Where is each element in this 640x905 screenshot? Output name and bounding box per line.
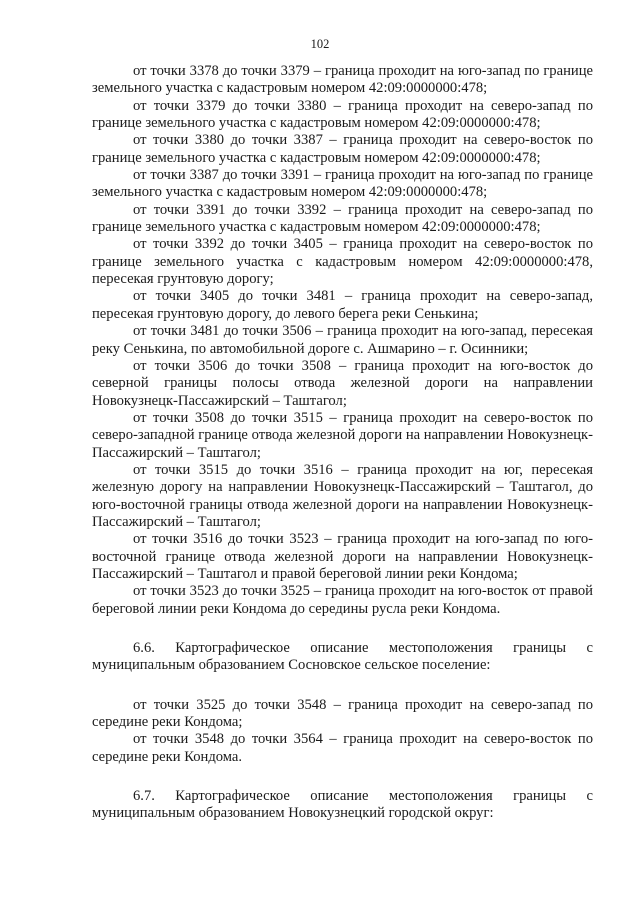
page-number: 102 — [310, 37, 330, 51]
boundary-paragraph: от точки 3506 до точки 3508 – граница проходит на юго-восток до северной границы полосы отвода железной дороги на направлении Новокузнецк-Пассажирский – Таштагол; — [92, 357, 593, 409]
boundary-paragraph: от точки 3548 до точки 3564 – граница проходит на северо-восток по середине реки Кондома. — [92, 731, 593, 765]
boundary-paragraph: от точки 3392 до точки 3405 – граница проходит на северо-восток по границе земельного участка с кадастровым номером 42:09:0000000:478, пересекая грунтовую дорогу; — [92, 236, 593, 288]
boundary-paragraph: от точки 3516 до точки 3523 – граница проходит на юго-запад по юго-восточной границе отвода железной дороги на направлении Новокузнецк-Пассажирский – Таштагол и правой береговой линии реки Кондома; — [92, 531, 593, 582]
boundary-paragraph: от точки 3387 до точки 3391 – граница проходит на юго-запад по границе земельного участка с кадастровым номером 42:09:0000000:478; — [92, 167, 593, 201]
spacer — [92, 675, 593, 697]
boundary-paragraph: от точки 3405 до точки 3481 – граница проходит на северо-запад, пересекая грунтовую дорогу, до левого берега реки Сенькина; — [92, 288, 593, 322]
boundary-paragraph: от точки 3380 до точки 3387 – граница проходит на северо-восток по границе земельного участка с кадастровым номером 42:09:0000000:478; — [92, 132, 593, 166]
boundary-paragraph: от точки 3523 до точки 3525 – граница проходит на юго-восток от правой береговой линии реки Кондома до середины русла реки Кондома. — [92, 583, 593, 617]
section-heading-6-6: 6.6. Картографическое описание местоположения границы с муниципальным образованием Сосновское сельское поселение: — [92, 640, 593, 674]
boundary-paragraph: от точки 3525 до точки 3548 – граница проходит на северо-запад по середине реки Кондома; — [92, 696, 593, 731]
spacer — [92, 766, 593, 788]
boundary-paragraph: от точки 3481 до точки 3506 – граница проходит на юго-запад, пересекая реку Сенькина, по автомобильной дороге с. Ашмарино – г. Осинники; — [92, 323, 593, 357]
boundary-paragraph: от точки 3379 до точки 3380 – граница проходит на северо-запад по границе земельного участка с кадастровым номером 42:09:0000000:478; — [92, 97, 593, 132]
boundary-paragraph: от точки 3515 до точки 3516 – граница проходит на юг, пересекая железную дорогу на направлении Новокузнецк-Пассажирский – Таштагол, до юго-восточной границы отвода железной дороги на направлении Новокузнецк-Пассажирский – Таштагол; — [92, 461, 593, 530]
document-body — [92, 63, 593, 823]
spacer — [92, 618, 593, 640]
boundary-paragraph: от точки 3508 до точки 3515 – граница проходит на северо-восток по северо-западной границе отвода железной дороги на направлении Новокузнецк-Пассажирский – Таштагол; — [92, 409, 593, 461]
boundary-paragraph: от точки 3391 до точки 3392 – граница проходит на северо-запад по границе земельного участка с кадастровым номером 42:09:0000000:478; — [92, 201, 593, 236]
boundary-paragraph: от точки 3378 до точки 3379 – граница проходит на юго-запад по границе земельного участка с кадастровым номером 42:09:0000000:478; — [92, 63, 593, 97]
section-heading-6-7: 6.7. Картографическое описание местоположения границы с муниципальным образованием Новокузнецкий городской округ: — [92, 788, 593, 822]
